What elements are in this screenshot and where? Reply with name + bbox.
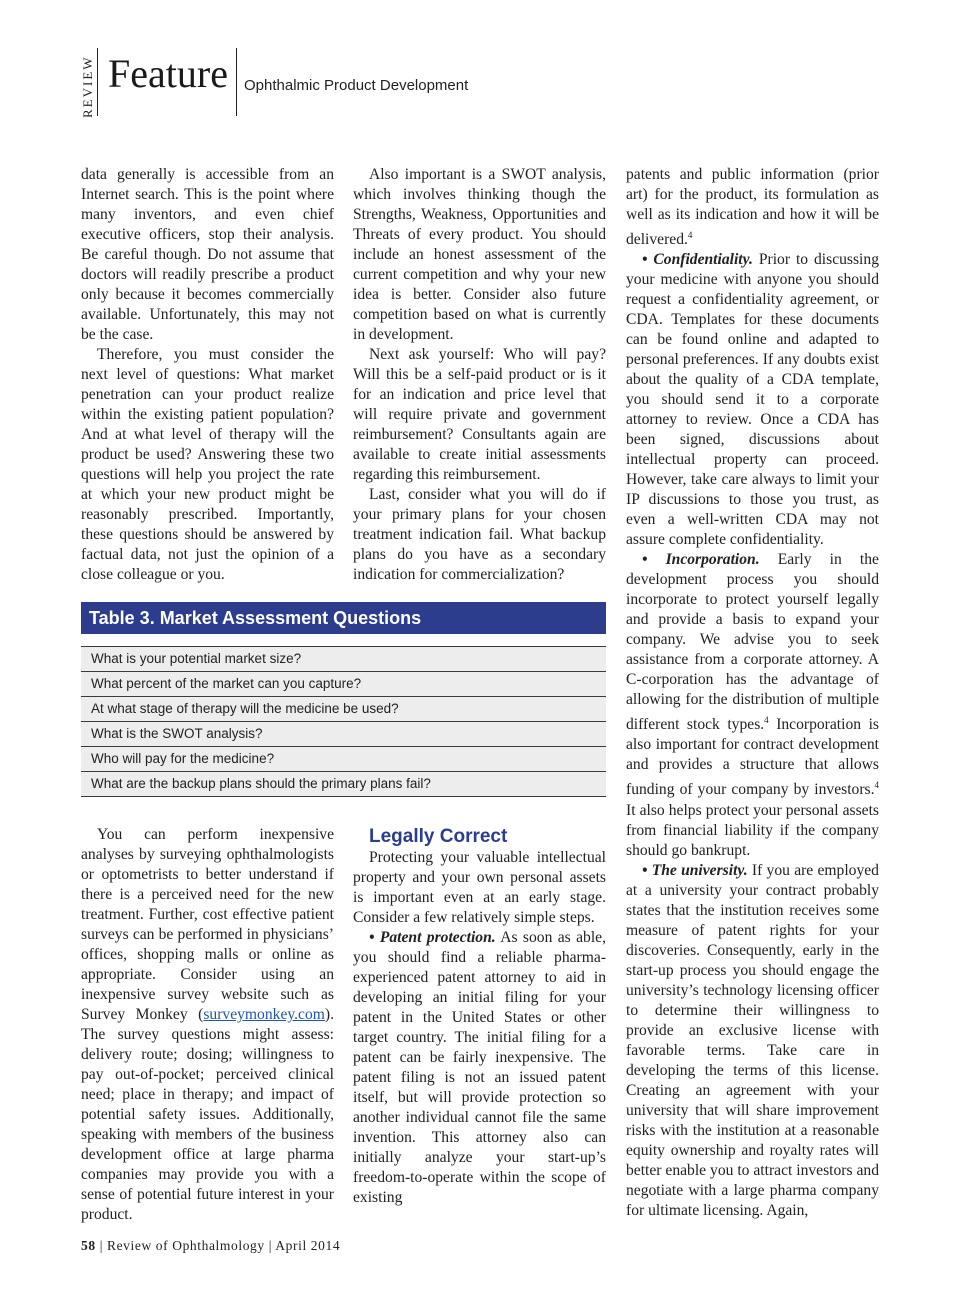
bullet-label: • Patent protection. xyxy=(369,929,496,946)
table-row: What is the SWOT analysis? xyxy=(81,721,606,746)
column-1-bottom xyxy=(81,825,334,1225)
paragraph xyxy=(626,165,879,250)
paragraph xyxy=(626,861,879,1221)
header-divider xyxy=(236,48,237,116)
bullet-label: • The university. xyxy=(642,861,748,879)
table-row: At what stage of therapy will the medicine be used? xyxy=(81,696,606,721)
review-label: REVIEW xyxy=(80,55,95,118)
table-row: What are the backup plans should the primary plans fail? xyxy=(81,771,606,797)
paragraph xyxy=(81,825,334,1225)
surveymonkey-link[interactable]: surveymonkey.com xyxy=(203,1006,325,1023)
paragraph xyxy=(626,250,879,550)
header-divider xyxy=(97,48,98,116)
paragraph: Last, consider what you will do if your primary plans for your chosen treatment indication fail. What backup plans do you have as a secondary indication for commercialization? xyxy=(353,486,606,583)
paragraph: Therefore, you must consider the next level of questions: What market penetration can your product realize within the existing patient population? And at what level of therapy will the product be used? Answering these two questions will help you project the rate at which your new product might be reasonably prescribed. Importantly, these questions should be answered by factual data, not just the opinion of a close colleague or you. xyxy=(81,346,334,583)
table-row: What percent of the market can you capture? xyxy=(81,671,606,696)
paragraph: Next ask yourself: Who will pay? Will this be a self-paid product or is it for an indication and price level that will require private and government reimbursement? Consultants again are available to create initial assessments regarding this reimbursement. xyxy=(353,346,606,483)
section-title: Ophthalmic Product Development xyxy=(244,77,469,94)
publication-name: Review of Ophthalmology xyxy=(106,1238,265,1253)
footer-separator: | xyxy=(268,1238,273,1253)
text-run: Incorporation is also important for contract development and provides a structure that allows funding of your company by investors. xyxy=(626,716,879,799)
reference-number: 4 xyxy=(764,715,769,726)
table-row: What is your potential market size? xyxy=(81,646,606,671)
reference-number: 4 xyxy=(874,780,879,791)
footer-separator: | xyxy=(99,1238,103,1253)
issue-date: April 2014 xyxy=(275,1238,341,1253)
table-title: Table 3. Market Assessment Questions xyxy=(81,602,606,634)
bullet-label: • Incorporation. xyxy=(642,551,760,569)
column-3 xyxy=(626,165,879,1221)
paragraph: Protecting your valuable intellectual property and your own personal assets is important even at an early stage. Consider a few relatively simple steps. xyxy=(353,849,606,926)
feature-title: Feature xyxy=(108,51,228,96)
column-2-bottom xyxy=(353,826,606,1208)
page-number: 58 xyxy=(81,1238,96,1253)
paragraph xyxy=(626,550,879,860)
column-2-top xyxy=(353,165,606,585)
text-run: If you are employed at a university your contract probably states that the institution receives some measure of patent rights for your discoveries. Consequently, early in the start-up process you should engage the university’s technology licensing officer to determine their willingness to provide an exclusive license with favorable terms. Take care in developing the terms of this license. Creating an agreement with your university that will share improvement risks with the institution at a reasonable equity ownership and royalty rates will better enable you to attract investors and negotiate with a large pharma company for ultimate licensing. Again, xyxy=(626,861,879,1219)
text-run: ). The survey questions might assess: delivery route; dosing; willingness to pay out-of-pocket; perceived clinical need; place in therapy; and impact of potential safety issues. Additionally, speaking with members of the business development office at large pharma companies may provide you with a sense of potential future interest in your product. xyxy=(81,1006,334,1223)
text-run: Prior to discussing your medicine with anyone you should request a confidentiality agreement, or CDA. Templates for these documents can be found online and adapted to personal preferences. If any doubts exist about the quality of a CDA template, you should send it to a corporate attorney to review. Once a CDA has been signed, discussions about intellectual property can proceed. However, take care always to limit your IP discussions to those you trust, as even a well-written CDA may not assure complete confidentiality. xyxy=(626,251,879,549)
section-heading: Legally Correct xyxy=(369,826,508,847)
paragraph: Also important is a SWOT analysis, which involves thinking though the Strengths, Weakness, Opportunities and Threats of every product. You should include an honest assessment of the current competition and why your new idea is better. Consider also future competition based on what is currently in development. xyxy=(353,166,606,343)
reference-number: 4 xyxy=(687,230,693,240)
bullet-label: • Confidentiality. xyxy=(642,251,753,269)
column-1-top xyxy=(81,165,334,585)
text-run: Early in the development process you should incorporate to protect yourself legally and provide a basis to expand your company. We advise you to seek assistance from a corporate attorney. A C-corporation has the advantage of allowing for the distribution of multiple different stock types. xyxy=(626,551,879,734)
page-footer xyxy=(81,1238,340,1254)
paragraph: data generally is accessible from an Internet search. This is the point where many inventors, and even chief executive officers, stop their analysis. Be careful though. Do not assume that doctors will readily prescribe a product only because it becomes commercially available. Unfortunately, this may not be the case. xyxy=(81,166,334,343)
table-row: Who will pay for the medicine? xyxy=(81,746,606,771)
text-run: patents and public information (prior art) for the product, its formulation as well as its indication and how it will be delivered. xyxy=(626,166,879,249)
text-run: It also helps protect your personal assets from financial liability if the company should go bankrupt. xyxy=(626,801,879,859)
market-assessment-table xyxy=(81,602,606,797)
paragraph xyxy=(353,928,606,1208)
text-run: As soon as able, you should find a reliable pharma-experienced patent attorney to aid in developing an initial filing for your patent in the United States or other target country. The initial filing for a patent can be fairly inexpensive. The patent filing is not an issued patent itself, but will provide protection so another individual cannot file the same invention. This attorney also can initially analyze your start-up’s freedom-to-operate within the scope of existing xyxy=(353,929,606,1206)
text-run: You can perform inexpensive analyses by surveying ophthalmologists or optometrists to better understand if there is a perceived need for the new treatment. Further, cost effective patient surveys can be performed in physicians’ offices, shopping malls or online as appropriate. Consider using an inexpensive survey website such as Survey Monkey ( xyxy=(81,826,334,1023)
